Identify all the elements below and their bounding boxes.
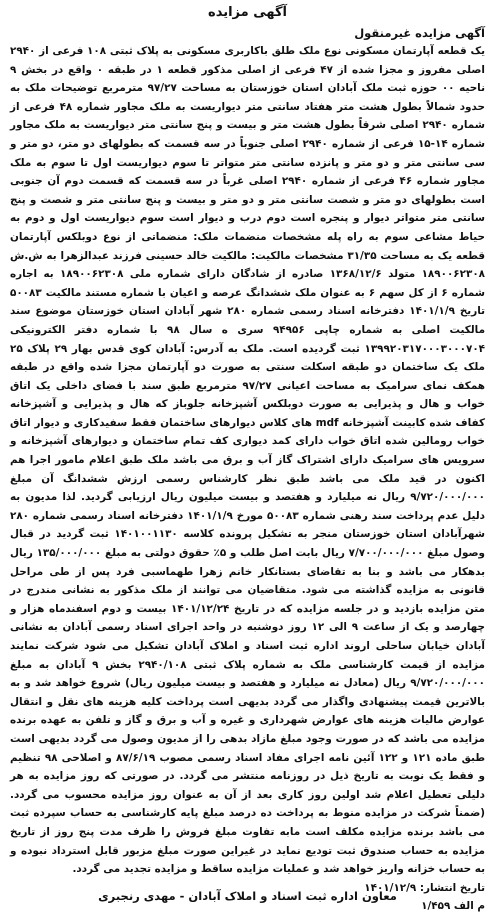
publish-date: تاریخ انتشار: ۱۴۰۱/۱۲/۹ bbox=[364, 881, 485, 894]
signature: معاون اداره ثبت اسناد و املاک آبادان - مهدی رنجبری bbox=[98, 889, 397, 903]
notice-body: یک قطعه آپارتمان مسکونی نوع ملک طلق باکاربری مسکونی به پلاک ثبتی ۱۰۸ فرعی از ۲۹۴۰ اصلی مفروز و مجزا شده از ۴۷ فرعی از اصلی مذکور قطعه ۱ در طبقه ۰ واقع در بخش ۹ ناحیه ۰۰ حوزه ثبت ملک آبادان استان خوزستان به مساحت ۹۷/۲۷ مترمربع توضیحات ملک به حدود شمالاً بطول هشت متر هفتاد سانتی متر دیواریست به ملک مجاور شماره ۴۸ فرعی از شماره ۲۹۴۰ اصلی شرقاً بطول هشت متر و بیست و پنج سانتی متر دیواریست به ملک مجاور شماره ۱۴-۱۵ فرعی از شماره ۲۹۴۰ اصلی جنوباً در سه قسمت که بطولهای دو متر، دو متر و سی سانتی متر و دو متر و پانزده سانتی متر متواتر تا سوم دیواریست اول تا سوم به ملک مجاور شماره ۴۶ فرعی از شماره ۲۹۴۰ اصلی غرباً در سه قسمت که قسمت دوم آن جنوبی است بطولهای دو متر و شصت سانتی متر و دو متر و بیست و پنج سانتی متر و شصت و پنج سانتی متر متواتر دیوار و پنجره است دوم درب و دیوار است سوم دیواریست اول و دوم به حیاط مشاعی سوم به راه پله مشخصات منضمات ملک: منضماتی از نوع دوبلکس آپارتمان قطعه یک به مساحت ۳۱/۳۵ مشخصات مالکیت: مالکیت خالد حسینی فرزند عبدالزهرا به ش.ش ۱۸۹۰۰۶۲۳۰۸ متولد ۱۳۶۸/۱۲/۶ صادره از شادگان دارای شماره ملی ۱۸۹۰۰۶۲۳۰۸ به اجاره شماره ۶ از کل سهم ۶ به عنوان ملک ششدانگ عرصه و اعیان با شماره مستند مالکیت ۵۰۰۸۳ تاریخ ۱۴۰۱/۱/۹ دفترخانه اسناد رسمی شماره ۲۸۰ شهر آبادان استان خوزستان موضوع سند مالکیت اصلی به شماره چاپی ۹۴۹۵۶ سری ه سال ۹۸ با شماره دفتر الکترونیکی ۱۳۹۹۲۰۳۱۷۰۰۰۳۰۰۰۷۰۴ ثبت گردیده است. ملک به آدرس: آبادان کوی قدس بهار ۲۹ پلاک ۲۵ ملک یک ساختمان دو طبقه اسکلت سنتی به صورت دو آپارتمان مجزا شده واقع در طبقه همکف نمای سرامیک به مساحت اعیانی ۹۷/۲۷ مترمربع طبق سند با فضای داخلی یک اتاق خواب و هال و پذیرایی به صورت دوبلکس آشپزخانه جلوباز که هال و پذیرایی و آشپزخانه کفاف شده کابینت آشپزخانه mdf های کلاس دیوارهای ساختمان فقط سفیدکاری و دیوار اتاق خواب رومالین شده اتاق خواب دارای کمد دیواری کف تمام ساختمان و دیوارهای آشپزخانه و سرویس های سرامیک دارای اشتراک گاز آب و برق می باشد ملک طبق اعلام مامور اجرا هم اکنون در قید ملک می باشد طبق نظر کارشناس رسمی ارزش ششدانگ آن مبلغ ۹/۷۲۰/۰۰۰/۰۰۰ ریال نه میلیارد و هفتصد و بیست میلیون ریال ارزیابی گردید. لذا مدیون به دلیل عدم پرداخت سند رهنی شماره ۵۰۰۸۳ مورخ ۱۴۰۱/۱/۹ دفترخانه اسناد رسمی شماره ۲۸۰ شهرآبادان استان خوزستان منجر به تشکیل پرونده کلاسه ۱۴۰۱۰۰۱۱۳۰ ثبت گردید در قبال وصول مبلغ ۷/۷۰۰/۰۰۰/۰۰۰ ریال بابت اصل طلب و ۵٪ حقوق دولتی به مبلغ ۱۳۵/۰۰۰/۰۰۰ ریال بدهکار می باشد و بنا به تقاضای بستانکار خانم زهرا طهماسبی فرد پس از طی مراحل قانونی به مزایده گذاشته می شود. متقاضیان می توانند از ملک مذکور به نشانی مندرج در متن مزایده بازدید و در جلسه مزایده که در تاریخ ۱۴۰۱/۱۲/۲۴ بیست و دوم اسفندماه هزار و چهارصد و یک از ساعت ۹ الی ۱۲ روز دوشنبه در واحد اجرای اسناد رسمی آبادان به نشانی آبادان خیابان ساحلی اروند اداره ثبت اسناد و املاک آبادان تشکیل می شود شرکت نمایند مزایده از قیمت کارشناسی ملک به شماره پلاک ثبتی ۲۹۴۰/۱۰۸ بخش ۹ آبادان به مبلغ ۹/۷۲۰/۰۰۰/۰۰۰ ریال (معادل نه میلیارد و هفتصد و بیست میلیون ریال) شروع خواهد شد و به بالاترین قیمت پیشنهادی واگذار می گردد بدیهی است پرداخت کلیه هزینه های نقل و انتقال عوارض مالیات هزینه های عوارض شهرداری و غیره و آب و برق و گاز و تلفن به عهده برنده مزایده می باشد که در صورت وجود مبلغ مازاد بدهی را از مدیون وصول می گردد بدیهی است طبق ماده ۱۲۱ و ۱۲۲ آئین نامه اجرای مفاد اسناد رسمی مصوب ۸۷/۶/۱۹ و اصلاحی ۹۸ تنظیم و فقط یک نوبت به تاریخ ذیل در روزنامه منتشر می گردد. در صورتی که روز مزایده به هر دلیلی تعطیل اعلام شد اولین روز کاری بعد از آن به عنوان روز مزایده محسوب می گردد. (ضمناً شرکت در مزایده منوط به پرداخت ده درصد مبلغ پایه کارشناسی به حساب سپرده ثبت می باشد برنده مزایده مکلف است مابه تفاوت مبلغ فروش را ظرف مدت پنج روز از تاریخ مزایده به حساب صندوق ثبت تودیع نماید در غیراین صورت مبلغ مزبور قابل استرداد نبوده و به حساب خزانه واریز خواهد شد و عملیات مزایده ساقط و مزایده تجدید می گردد. bbox=[10, 45, 486, 876]
reference-number: م الف ۱/۴۵۹ bbox=[421, 899, 485, 912]
notice-title: آگهی مزایده bbox=[208, 5, 287, 20]
notice-subtitle: آگهی مزایده غیرمنقول bbox=[354, 26, 485, 40]
